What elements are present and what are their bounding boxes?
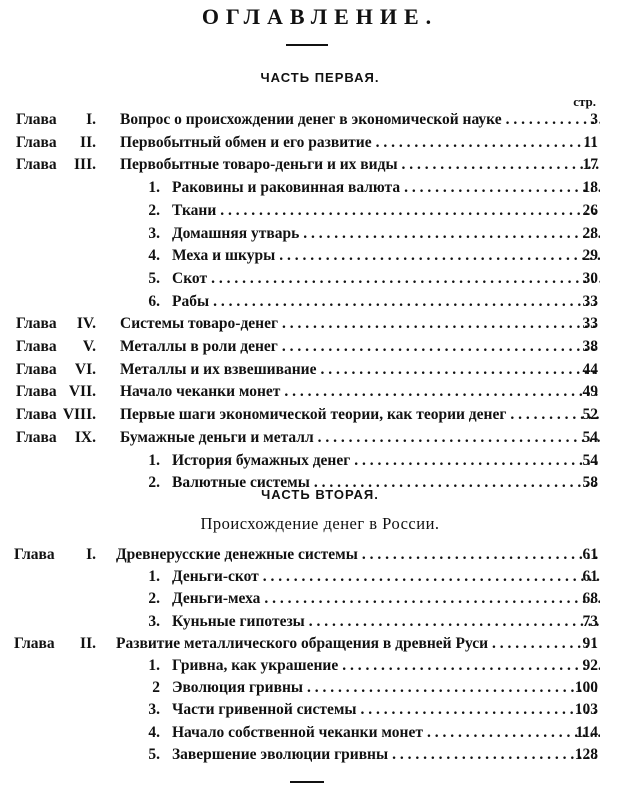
entry-text: Раковины и раковинная валюта xyxy=(172,177,404,199)
toc-entry xyxy=(0,109,640,131)
chapter-label: Глава xyxy=(16,156,57,174)
entry-title xyxy=(116,633,600,655)
entry-title xyxy=(172,655,600,677)
chapter-number: IX. xyxy=(74,428,96,446)
section-number: 1. xyxy=(148,451,160,469)
toc-entry xyxy=(0,427,640,449)
section-number: 3. xyxy=(148,612,160,630)
bottom-rule xyxy=(290,781,324,783)
page-number: 61 xyxy=(582,568,598,586)
title-underline xyxy=(286,44,328,46)
part-two-heading: ЧАСТЬ ВТОРАЯ. xyxy=(261,487,379,502)
entry-text: Деньги-меха xyxy=(172,588,264,610)
entry-title xyxy=(120,381,600,403)
entry-title xyxy=(172,699,600,721)
entry-title xyxy=(120,336,600,358)
toc-entry xyxy=(0,245,640,267)
entry-text: Бумажные деньги и металл xyxy=(120,427,318,449)
dot-leader xyxy=(264,588,600,610)
chapter-number: I. xyxy=(86,546,96,563)
toc-entry xyxy=(0,566,640,588)
toc-entry xyxy=(0,677,640,699)
entry-title xyxy=(172,744,600,766)
toc-entry xyxy=(0,544,640,566)
section-number: 2. xyxy=(148,590,160,608)
dot-leader xyxy=(303,223,600,245)
chapter-number: VI. xyxy=(74,360,96,378)
entry-text: Начало чеканки монет xyxy=(120,381,284,403)
entry-text: Куньные гипотезы xyxy=(172,611,309,633)
toc-entry xyxy=(0,291,640,313)
toc-entry xyxy=(0,359,640,381)
dot-leader xyxy=(309,611,600,633)
dot-leader xyxy=(279,245,600,267)
toc-entry xyxy=(0,313,640,335)
toc-entry xyxy=(0,699,640,721)
toc-entry xyxy=(0,655,640,677)
page-column-label: стр. xyxy=(573,94,596,109)
entry-text: Начало собственной чеканки монет xyxy=(172,722,427,744)
entry-title xyxy=(120,109,600,131)
page-number: 73 xyxy=(582,612,598,630)
page-number: 52 xyxy=(582,406,598,424)
entry-title xyxy=(172,200,600,222)
entry-text: История бумажных денег xyxy=(172,450,354,472)
section-number: 4. xyxy=(148,247,160,265)
chapter-label: Глава xyxy=(16,133,57,151)
page-number: 61 xyxy=(582,546,598,563)
section-number: 5. xyxy=(148,745,160,763)
section-number: 4. xyxy=(148,723,160,741)
page-number: 58 xyxy=(582,474,598,492)
dot-leader xyxy=(263,566,600,588)
toc-entry xyxy=(0,404,640,426)
toc-entry xyxy=(0,223,640,245)
page-number: 44 xyxy=(582,360,598,378)
entry-text: Домашняя утварь xyxy=(172,223,303,245)
page-number: 26 xyxy=(582,201,598,219)
chapter-label: Глава xyxy=(16,383,57,401)
entry-text: Скот xyxy=(172,268,211,290)
page-number: 33 xyxy=(582,292,598,310)
entry-title xyxy=(120,404,600,426)
chapter-label: Глава xyxy=(14,546,55,563)
section-number: 3. xyxy=(148,701,160,719)
entry-title xyxy=(172,177,600,199)
entry-title xyxy=(172,611,600,633)
section-number: 3. xyxy=(148,224,160,242)
entry-title xyxy=(172,677,600,699)
chapter-number: I. xyxy=(86,111,96,128)
dot-leader xyxy=(211,268,600,290)
entry-title xyxy=(116,544,600,566)
part-one-heading: ЧАСТЬ ПЕРВАЯ. xyxy=(260,70,380,85)
entry-text: Эволюция гривны xyxy=(172,677,307,699)
entry-title xyxy=(172,588,600,610)
chapter-number: VIII. xyxy=(62,406,96,424)
entry-title xyxy=(172,223,600,245)
toc-entry xyxy=(0,177,640,199)
entry-text: Металлы в роли денег xyxy=(120,336,282,358)
page-number: 91 xyxy=(582,634,598,652)
chapter-label: Глава xyxy=(16,315,57,333)
entry-text: Ткани xyxy=(172,200,220,222)
entry-text: Гривна, как украшение xyxy=(172,655,342,677)
page-title: ОГЛАВЛЕНИЕ. xyxy=(201,4,439,29)
chapter-label: Глава xyxy=(16,111,57,128)
entry-title xyxy=(172,291,600,313)
section-number: 2. xyxy=(148,474,160,492)
toc-entry xyxy=(0,381,640,403)
dot-leader xyxy=(220,200,600,222)
page-number: 33 xyxy=(582,315,598,333)
entry-text: Вопрос о происхождении денег в экономической науке xyxy=(120,109,506,131)
page-number: 29 xyxy=(582,247,598,265)
entry-text: Меха и шкуры xyxy=(172,245,279,267)
entry-title xyxy=(120,132,600,154)
section-number: 1. xyxy=(148,568,160,586)
entry-title xyxy=(172,566,600,588)
entry-title xyxy=(120,313,600,335)
page-number: 3 xyxy=(590,111,598,128)
chapter-label: Глава xyxy=(16,338,57,355)
entry-text: Валютные системы xyxy=(172,472,314,494)
entry-text: Развитие металлического обращения в древней Руси xyxy=(116,633,492,655)
section-number: 1. xyxy=(148,657,160,674)
toc-entry xyxy=(0,611,640,633)
entry-text: Первобытные товаро-деньги и их виды xyxy=(120,154,402,176)
entry-text: Системы товаро-денег xyxy=(120,313,282,335)
dot-leader xyxy=(307,677,600,699)
page-number: 11 xyxy=(583,133,598,151)
toc-entry xyxy=(0,633,640,655)
entry-text: Первобытный обмен и его развитие xyxy=(120,132,376,154)
entry-title xyxy=(120,427,600,449)
toc-entry xyxy=(0,722,640,744)
chapter-label: Глава xyxy=(16,406,57,424)
page-number: 17 xyxy=(582,156,598,174)
toc-entry xyxy=(0,588,640,610)
entry-text: Деньги-скот xyxy=(172,566,263,588)
page-number: 18 xyxy=(582,179,598,197)
toc-entry xyxy=(0,450,640,472)
dot-leader xyxy=(282,336,600,358)
toc-entry xyxy=(0,154,640,176)
entry-text: Первые шаги экономической теории, как теории денег xyxy=(120,404,510,426)
toc-entry xyxy=(0,200,640,222)
page-number: 128 xyxy=(574,745,598,763)
page-number: 49 xyxy=(582,383,598,401)
entry-title xyxy=(120,154,600,176)
page-number: 100 xyxy=(574,679,598,697)
section-number: 2. xyxy=(148,201,160,219)
dot-leader xyxy=(284,381,600,403)
chapter-label: Глава xyxy=(14,634,55,652)
chapter-number: VII. xyxy=(68,383,96,401)
page-number: 30 xyxy=(582,269,598,287)
toc-entry xyxy=(0,268,640,290)
toc-entry xyxy=(0,132,640,154)
toc-entry xyxy=(0,336,640,358)
dot-leader xyxy=(282,313,600,335)
dot-leader xyxy=(213,291,600,313)
section-number: 1. xyxy=(148,179,160,197)
entry-title xyxy=(172,722,600,744)
chapter-number: II. xyxy=(80,133,96,151)
page-number: 114 xyxy=(575,723,598,741)
entry-title xyxy=(172,450,600,472)
entry-text: Завершение эволюции гривны xyxy=(172,744,392,766)
page-number: 103 xyxy=(574,701,598,719)
entry-text: Древнерусские денежные системы xyxy=(116,544,362,566)
chapter-label: Глава xyxy=(16,360,57,378)
page-number: 68 xyxy=(582,590,598,608)
page-number: 54 xyxy=(582,428,598,446)
section-number: 6. xyxy=(148,292,160,310)
part-two-subtitle: Происхождение денег в России. xyxy=(200,514,440,533)
page-number: 38 xyxy=(582,338,598,355)
page-number: 54 xyxy=(582,451,598,469)
entry-title xyxy=(172,245,600,267)
entry-title xyxy=(120,359,600,381)
page-number: 28 xyxy=(582,224,598,242)
section-number: 2 xyxy=(152,679,160,697)
chapter-number: II. xyxy=(80,634,96,652)
toc-entry xyxy=(0,744,640,766)
chapter-number: III. xyxy=(74,156,96,174)
entry-text: Части гривенной системы xyxy=(172,699,361,721)
section-number: 5. xyxy=(148,269,160,287)
entry-title xyxy=(172,268,600,290)
chapter-number: V. xyxy=(82,338,96,355)
entry-text: Металлы и их взвешивание xyxy=(120,359,320,381)
chapter-label: Глава xyxy=(16,428,57,446)
entry-text: Рабы xyxy=(172,291,213,313)
page-number: 92 xyxy=(582,657,598,674)
chapter-number: IV. xyxy=(76,315,96,333)
